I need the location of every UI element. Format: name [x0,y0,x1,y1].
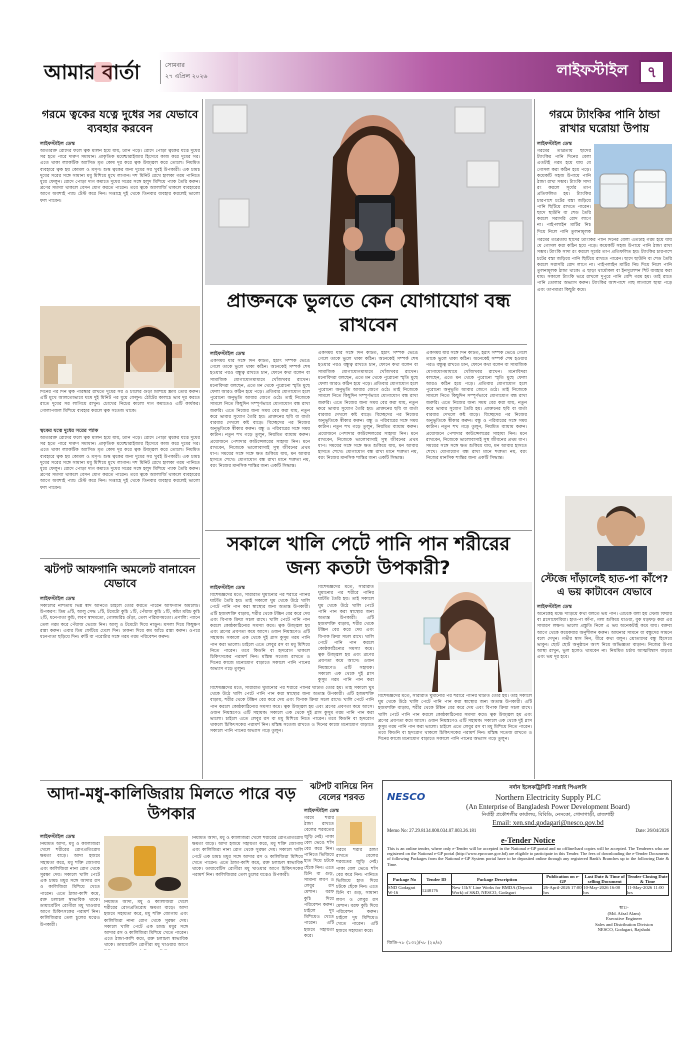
nesco-logo-text: NESCO [387,792,426,803]
column-rule [534,99,535,779]
section-title: লাইফস্টাইল [556,61,628,79]
ad-title: e-Tender Notice [501,836,555,845]
article-4-body-col-2: বিশেষজ্ঞদের মতে, সারারাত ঘুমানোর পর শরীরে পানির ঘাটতি তৈরি হয়। তাই সকালে ঘুম থেকে উঠে খালি পেটে পানি পান করা স্বাস্থ্যের জন্য অত্যন্ত উপকারী। এটি হজমশক্তি বাড়ায়, শরীর থেকে টক্সিন বের করে দেয় এবং বিপাক ক্রিয়া সচল রাখে। খালি পেটে পানি পান করলে কোষ্ঠকাঠিন্যের সমস্যা কমে। ত্বক উজ্জ্বল হয় এবং ব্রণের প্রবণতা কমে আসে। ওজন নিয়ন্ত্রণেও এটি সহায়ক। সকালে এক থেকে দুই গ্লাস কুসুম গরম পানি পান করা [318,585,374,683]
ad-bn-office: নির্বাহী প্রকৌশলীর কার্যালয়, বিবিডি, নেসকো, গোদাগাড়ী, রাজশাহী [481,812,615,818]
ad-dfp-code: জিডি-৭৮ (১৩২)/৭৮ (২৪/৪) [387,941,442,946]
article-1-subheading: ত্বকের যত্নে দুধের সরের প্যাক [40,428,99,434]
logo-text: আমার বার্তা [44,60,140,84]
ad-bn-name: নর্দান ইলেকট্রিসিটি সাপ্লাই পিএলসি [509,785,587,791]
article-3-photo [594,144,672,234]
page-number-text: ৭ [647,63,657,81]
tender-header-cell: Package No [388,874,422,885]
logo-accent-mark [94,62,112,82]
tender-cell: 1248176 [421,885,451,896]
article-1-photo [40,306,200,388]
article-2-body-col-3: একসময় যার সঙ্গে দিন কাটত, হঠাৎ সম্পর্ক ভেঙে গেলে তাকে ভুলে থাকা কঠিন। অনেকেই সম্পর্ক শেষ হওয়ার পরও বন্ধুত্ব রাখতে চান, ফোনে কথা বলেন বা সামাজিক যোগাযোগমাধ্যমে খোঁজখবর রাখেন। মনোবিদরা বলছেন, এতে মন থেকে পুরোনো স্মৃতি মুছে ফেলা আরও কঠিন হয়ে পড়ে। প্রতিবার যোগাযোগ হলে পুরোনো অনুভূতি আবার জেগে ওঠে। তাই নিজেকে সামলে নিতে কিছুদিন সম্পূর্ণভাবে যোগাযোগ বন্ধ রাখা জরুরি। এতে নিজের জন্য সময় বের করা যায়, নতুন করে ভাবার সুযোগ তৈরি হয়। প্রাক্তনের ছবি বা বার্তা বারবার দেখলে কষ্ট বাড়ে। বিচ্ছেদের পর নিজের অনুভূতিকে স্বীকার করুন। বন্ধু ও পরিবারের সঙ্গে সময় কাটান। নতুন শখ গড়ে তুলুন, নিয়মিত ব্যায়াম করুন। প্রয়োজনে পেশাদার কাউন্সেলরের সাহায্য নিন। মনে রাখবেন, নিজেকে ভালোবাসাই সুস্থ জীবনের প্রথম ধাপ। সময়ের সঙ্গে সঙ্গে ক্ষত শুকিয়ে যায়, মন আবার হাসতে শেখে। যোগাযোগ বন্ধ রাখা মানে শত্রুতা নয়, বরং নিজের মানসিক শান্তির জন্য একটি সিদ্ধান্ত। [426,351,527,462]
nesco-logo [387,785,427,801]
bel-sharbat-illustration [336,816,376,846]
page-number [639,60,665,84]
article-6-top-rule [40,558,200,559]
tender-header-cell: Publication on e-GP [543,874,583,885]
ad-email: Email: xen.snd.godagari@nesco.gov.bd [492,819,604,827]
article-8-byline: লাইফস্টাইল ডেস্ক [304,808,339,814]
woman-looking-at-phone-illustration [205,99,532,285]
article-4-body-col-1: বিশেষজ্ঞদের মতে, সারারাত ঘুমানোর পর শরীরে পানির ঘাটতি তৈরি হয়। তাই সকালে ঘুম থেকে উঠে খালি পেটে পানি পান করা স্বাস্থ্যের জন্য অত্যন্ত উপকারী। এটি হজমশক্তি বাড়ায়, শরীর থেকে টক্সিন বের করে দেয় এবং বিপাক ক্রিয়া সচল রাখে। খালি পেটে পানি পান করলে কোষ্ঠকাঠিন্যের সমস্যা কমে। ত্বক উজ্জ্বল হয় এবং ব্রণের প্রবণতা কমে আসে। ওজন নিয়ন্ত্রণেও এটি সহায়ক। সকালে এক থেকে দুই গ্লাস কুসুম গরম পানি পান করা ভালো। চাইলে এতে লেবুর রস বা মধু মিশিয়ে নিতে পারেন। তবে কিডনি বা হৃদরোগ থাকলে চিকিৎসকের পরামর্শ নিন। মস্তিষ্ক সতেজ রাখতে ও দিনের কাজে মনোযোগ বাড়াতে সকালে পানি পানের অভ্যাস গড়ে তুলুন। [210,593,310,673]
article-8-body-right: গরমে শরীর ঠান্ডা রাখতে বেলের শরবতের জুড়ি নেই। পাকা বেল ভেঙে শাঁস বের করে নিন। পানিতে ভিজিয়ে হাত দিয়ে চটকে ছেঁকে নিন। এতে চিনি বা গুড়, সামান্য লবণ ও লেবুর রস মেশান। বরফ কুচি দিয়ে পরিবেশন করুন। চাইলে দুধ মিশিয়েও খেতে পারেন। এটি হজমে সহায়তা করে। [336,848,378,934]
masthead-date-box [160,60,222,84]
article-4-top-rule [205,530,532,531]
article-8-title: ঝটপট বানিয়ে নিন বেলের শরবত [309,782,374,803]
article-2-byline: লাইফস্টাইল ডেস্ক [210,351,245,357]
ad-memo: Memo No: 27.29.8134.000.034.07.003.26.181 [387,829,477,834]
tender-header-cell: Tender ID [421,874,451,885]
article-3-body-top: গরমের তীব্রতায় ছাদের ট্যাংকির পানি দিনের বেলা এতটাই গরম হয়ে যায় যে গোসল করা কঠিন হয়ে পড়ে। কয়েকটি সহজ উপায়ে পানি ঠান্ডা রাখা সম্ভব। ট্যাংকি সাদা রং করলে সূর্যের তাপ প্রতিফলিত হয়। ট্যাংকির চারপাশে চটের বস্তা জড়িয়ে পানি ছিটিয়ে রাখতে পারেন। ছাদে ছাউনি বা শেড তৈরি করলে সরাসরি রোদ লাগে না। পাইপলাইন মাটির নিচ দিয়ে নিলে পানি তুলনামূলক [537,149,591,235]
tender-header-cell: Tender Closing Date & Time [627,874,668,884]
tender-header-cell: Package Description [451,874,543,885]
ad-signer-title: Executive Engineer [605,916,643,922]
ad-signer-name: (Md. Afzal Alam) [607,910,641,916]
tender-notice-ad [382,780,672,952]
table-row [388,885,669,896]
article-2-body-col-1: একসময় যার সঙ্গে দিন কাটত, হঠাৎ সম্পর্ক ভেঙে গেলে তাকে ভুলে থাকা কঠিন। অনেকেই সম্পর্ক শেষ হওয়ার পরও বন্ধুত্ব রাখতে চান, ফোনে কথা বলেন বা সামাজিক যোগাযোগমাধ্যমে খোঁজখবর রাখেন। মনোবিদরা বলছেন, এতে মন থেকে পুরোনো স্মৃতি মুছে ফেলা আরও কঠিন হয়ে পড়ে। প্রতিবার যোগাযোগ হলে পুরোনো অনুভূতি আবার জেগে ওঠে। তাই নিজেকে সামলে নিতে কিছুদিন সম্পূর্ণভাবে যোগাযোগ বন্ধ রাখা জরুরি। এতে নিজের জন্য সময় বের করা যায়, নতুন করে ভাবার সুযোগ তৈরি হয়। প্রাক্তনের ছবি বা বার্তা বারবার দেখলে কষ্ট বাড়ে। বিচ্ছেদের পর নিজের অনুভূতিকে স্বীকার করুন। বন্ধু ও পরিবারের সঙ্গে সময় কাটান। নতুন শখ গড়ে তুলুন, নিয়মিত ব্যায়াম করুন। প্রয়োজনে পেশাদার কাউন্সেলরের সাহায্য নিন। মনে রাখবেন, নিজেকে ভালোবাসাই সুস্থ জীবনের প্রথম ধাপ। সময়ের সঙ্গে সঙ্গে ক্ষত শুকিয়ে যায়, মন আবার হাসতে শেখে। যোগাযোগ বন্ধ রাখা মানে শত্রুতা নয়, বরং নিজের মানসিক শান্তির জন্য একটি সিদ্ধান্ত। [210,359,310,470]
rooftop-water-tanks-illustration [594,144,672,234]
article-5-photo [565,496,672,571]
tender-cell: New 11kV Line Works for BMDA (Deposit Work) of S&D, NESCO, Godagari [451,885,543,896]
article-2-body-col-2: একসময় যার সঙ্গে দিন কাটত, হঠাৎ সম্পর্ক ভেঙে গেলে তাকে ভুলে থাকা কঠিন। অনেকেই সম্পর্ক শেষ হওয়ার পরও বন্ধুত্ব রাখতে চান, ফোনে কথা বলেন বা সামাজিক যোগাযোগমাধ্যমে খোঁজখবর রাখেন। মনোবিদরা বলছেন, এতে মন থেকে পুরোনো স্মৃতি মুছে ফেলা আরও কঠিন হয়ে পড়ে। প্রতিবার যোগাযোগ হলে পুরোনো অনুভূতি আবার জেগে ওঠে। তাই নিজেকে সামলে নিতে কিছুদিন সম্পূর্ণভাবে যোগাযোগ বন্ধ রাখা জরুরি। এতে নিজের জন্য সময় বের করা যায়, নতুন করে ভাবার সুযোগ তৈরি হয়। প্রাক্তনের ছবি বা বার্তা বারবার দেখলে কষ্ট বাড়ে। বিচ্ছেদের পর নিজের অনুভূতিকে স্বীকার করুন। বন্ধু ও পরিবারের সঙ্গে সময় কাটান। নতুন শখ গড়ে তুলুন, নিয়মিত ব্যায়াম করুন। প্রয়োজনে পেশাদার কাউন্সেলরের সাহায্য নিন। মনে রাখবেন, নিজেকে ভালোবাসাই সুস্থ জীবনের প্রথম ধাপ। সময়ের সঙ্গে সঙ্গে ক্ষত শুকিয়ে যায়, মন আবার হাসতে শেখে। যোগাযোগ বন্ধ রাখা মানে শত্রুতা নয়, বরং নিজের মানসিক শান্তির জন্য একটি সিদ্ধান্ত। [318,351,418,462]
article-1-body: অতিরিক্ত রোদের ফলে ত্বক মলিন হয়ে যায়, ট্যান পড়ে। রোদে পোড়া ত্বকের যত্নে দুধের সর হতে পারে দারুণ সমাধান। প্রাকৃতিক ময়েশ্চারাইজার হিসেবে কাজ করে দুধের সর। এতে থাকা ল্যাকটিক অ্যাসিড মৃত কোষ দূর করে ত্বক উজ্জ্বল করে তোলে। নিয়মিত ব্যবহারে ত্বক হয় কোমল ও মসৃণ। শুষ্ক ত্বকের জন্য দুধের সর খুবই উপকারী। এক চামচ দুধের সরের সঙ্গে সামান্য মধু মিশিয়ে মুখে লাগান। দশ মিনিট রেখে হালকা গরম পানিতে ধুয়ে ফেলুন। রোদে পোড়া দাগ কমাতে দুধের সরের সঙ্গে হলুদ মিশিয়ে প্যাক তৈরি করুন। ব্রণের সমস্যা থাকলে বেসন যোগ করতে পারেন। তবে ত্বকে অ্যালার্জি থাকলে ব্যবহারের আগে অবশ্যই প্যাচ টেস্ট করে নিন। সপ্তাহে দুই থেকে তিনবার ব্যবহার করলেই ভালো ফল পাবেন। [40,149,200,204]
article-6-title: ঝটপট আফগানি অমলেট বানাবেন যেভাবে [44,563,196,590]
tender-table [387,873,669,896]
article-4-byline: লাইফস্টাইল ডেস্ক [210,585,245,591]
tender-cell: 11-May-2026 11:00 hrs [627,885,669,896]
paper-logo [44,58,154,86]
article-7-body-col-3: নিয়মিত আদা, মধু ও কালিজিরা খেলে শরীরের রোগপ্রতিরোধ ক্ষমতা বাড়ে। আদা হজমে সহায়তা করে, মধু শক্তি জোগায় এবং কালিজিরা নানা রোগ থেকে সুরক্ষা দেয়। সকালে খালি পেটে এক চামচ মধুর সঙ্গে আদার রস ও কালিজিরা মিশিয়ে খেতে পারেন। এতে ঠান্ডা-কাশি কমে, রক্ত চলাচল স্বাভাবিক থাকে। ডায়াবেটিস রোগীরা মধু খাওয়ার আগে চিকিৎসকের পরামর্শ নিন। কালিজিরার তেল চুলের যত্নেও উপকারী। [192,836,303,879]
article-5-title: স্টেজে দাঁড়ালেই হাত-পা কাঁপে? এ ভয় কাটাবেন যেভাবে [540,574,669,598]
article-1-title: গরমে ত্বকের যত্নে দুধের সর যেভাবে ব্যবহার করবেন [41,108,199,135]
article-4-title: সকালে খালি পেটে পানি পান শরীরের জন্য কতটা উপকারী? [227,533,510,579]
article-6-body: সকালের নাশতায় ভিন্ন স্বাদ আনতে চাইলে তৈরি করতে পারেন আফগানি অমলেট। উপকরণ: ডিম ৪টি, আলু সেদ্ধ ১টি, টমেটো কুচি ১টি, পেঁয়াজ কুচি ১টি, কাঁচা মরিচ কুচি ২টি, ধনেপাতা কুচি, লবণ স্বাদমতো, গোলমরিচ গুঁড়া, তেল পরিমাণমতো। প্রণালি: প্যানে তেল গরম করে পেঁয়াজ ভেজে নিন। আলু ও টমেটো দিয়ে নাড়ুন। মসলা দিয়ে কিছুক্ষণ রান্না করুন। এবার ডিম ফেটিয়ে ঢেলে দিন। ঢাকনা দিয়ে কম আঁচে রান্না করুন। ওপরে ধনেপাতা ছড়িয়ে দিন। রুটি বা পরোটার সঙ্গে গরম গরম পরিবেশন করুন। [40,604,200,641]
article-8-photo [336,816,376,846]
article-2-title-rule [210,344,527,345]
ginger-honey-blackseed-illustration [104,836,188,898]
article-4-body-right: বিশেষজ্ঞদের মতে, সারারাত ঘুমানোর পর শরীরে পানির ঘাটতি তৈরি হয়। তাই সকালে ঘুম থেকে উঠে খালি পেটে পানি পান করা স্বাস্থ্যের জন্য অত্যন্ত উপকারী। এটি হজমশক্তি বাড়ায়, শরীর থেকে টক্সিন বের করে দেয় এবং বিপাক ক্রিয়া সচল রাখে। খালি পেটে পানি পান করলে কোষ্ঠকাঠিন্যের সমস্যা কমে। ত্বক উজ্জ্বল হয় এবং ব্রণের প্রবণতা কমে আসে। ওজন নিয়ন্ত্রণেও এটি সহায়ক। সকালে এক থেকে দুই গ্লাস কুসুম গরম পানি পান করা ভালো। চাইলে এতে লেবুর রস বা মধু মিশিয়ে নিতে পারেন। তবে কিডনি বা হৃদরোগ থাকলে চিকিৎসকের পরামর্শ নিন। মস্তিষ্ক সতেজ রাখতে ও দিনের কাজে মনোযোগ বাড়াতে সকালে পানি পানের অভ্যাস গড়ে তুলুন। [378,694,532,743]
tender-header-cell: Last Date & Time of selling Document [584,874,625,884]
nervous-man-illustration [565,496,672,571]
article-7-body-col-2: নিয়মিত আদা, মধু ও কালিজিরা খেলে শরীরের রোগপ্রতিরোধ ক্ষমতা বাড়ে। আদা হজমে সহায়তা করে, মধু শক্তি জোগায় এবং কালিজিরা নানা রোগ থেকে সুরক্ষা দেয়। সকালে খালি পেটে এক চামচ মধুর সঙ্গে আদার রস ও কালিজিরা মিশিয়ে খেতে পারেন। এতে ঠান্ডা-কাশি কমে, রক্ত চলাচল স্বাভাবিক থাকে। ডায়াবেটিস রোগীরা মধু খাওয়ার আগে [104,900,188,949]
article-4-body-full: বিশেষজ্ঞদের মতে, সারারাত ঘুমানোর পর শরীরে পানির ঘাটতি তৈরি হয়। তাই সকালে ঘুম থেকে উঠে খালি পেটে পানি পান করা স্বাস্থ্যের জন্য অত্যন্ত উপকারী। এটি হজমশক্তি বাড়ায়, শরীর থেকে টক্সিন বের করে দেয় এবং বিপাক ক্রিয়া সচল রাখে। খালি পেটে পানি পান করলে কোষ্ঠকাঠিন্যের সমস্যা কমে। ত্বক উজ্জ্বল হয় এবং ব্রণের প্রবণতা কমে আসে। ওজন নিয়ন্ত্রণেও এটি সহায়ক। সকালে এক থেকে দুই গ্লাস কুসুম গরম পানি পান করা ভালো। চাইলে এতে লেবুর রস বা মধু মিশিয়ে নিতে পারেন। তবে কিডনি বা হৃদরোগ থাকলে চিকিৎসকের পরামর্শ নিন। মস্তিষ্ক সতেজ রাখতে ও দিনের কাজে মনোযোগ বাড়াতে সকালে পানি পানের অভ্যাস গড়ে তুলুন। [210,686,374,735]
ad-signer-office: Sales and Distribution Division [595,921,653,927]
article-1-continued: দিনের পর দিন ত্বক পরিষ্কার রাখতে দুধের সর ও চালের গুঁড়া মিশিয়ে স্ক্রাব তৈরি করুন। এটি মুখে আলতোভাবে ঘষে দুই মিনিট পর ধুয়ে ফেলুন। ঠোঁটের কালচে ভাব দূর করতে রাতে দুধের সর লাগিয়ে রাখুন। চোখের নিচের কালো দাগ কমাতেও এটি কার্যকর। গোলাপজল মিশিয়ে ব্যবহার করলে ত্বক সতেজ থাকে। [40,390,200,414]
article-3-title: গরমে ট্যাংকির পানি ঠান্ডা রাখার ঘরোয়া উপায় [549,108,660,135]
issue-day: সোমবার [165,62,185,69]
article-2-title: প্রাক্তনকে ভুলতে কেন যোগাযোগ বন্ধ রাখবেন [226,290,511,336]
article-5-body: অনেকেই মঞ্চে দাঁড়িয়ে কথা বলতে ভয় পান। এটিকে বলা হয় স্টেজ ফিয়ার বা গ্লসোফোবিয়া। হাত-পা কাঁপা, গলা শুকিয়ে যাওয়া, বুক ধড়ফড় করা এর সাধারণ লক্ষণ। ভালো প্রস্তুতি নিলে এ ভয় অনেকটাই কমে যায়। বক্তব্য আগে থেকে কয়েকবার অনুশীলন করুন। আয়নার সামনে বা বন্ধুদের সামনে বলে দেখুন। গভীর শ্বাস নিন, ধীরে কথা বলুন। শ্রোতাদের বন্ধু হিসেবে ভাবুন। ছোট ছোট অনুষ্ঠানে অংশ নিয়ে অভিজ্ঞতা বাড়ান। নিজের উপর আস্থা রাখুন, ভুল হলেও থামবেন না। নিয়মিত চর্চায় আত্মবিশ্বাস বাড়বে এবং ভয় দূর হবে। [537,612,672,661]
ad-signature-block [579,905,669,933]
masthead [38,52,672,92]
ad-intro: This is an online tender, where only e-Tender will be accepted in the National e-GP portal and no offline/hard copies will be accepted. The Tenderers who are registered on the National e-GP portal (http://www.eprocure.gov.bd) are eligible to participate in this Tender. The fees of downloading the e-Tender Documents of following Packages from the National e-GP System portal have to be deposited online through any registered Bank's Branches up to the following Date & Time. [387,846,669,867]
article-8-body: গরমে শরীর ঠান্ডা রাখতে বেলের শরবতের জুড়ি নেই। পাকা বেল ভেঙে শাঁস বের করে নিন। পানিতে ভিজিয়ে হাত দিয়ে চটকে ছেঁকে নিন। এতে চিনি বা গুড়, সামান্য লবণ ও লেবুর রস মেশান। বরফ কুচি দিয়ে পরিবেশন করুন। চাইলে দুধ মিশিয়েও খেতে পারেন। এটি হজমে সহায়তা করে। [304,816,334,939]
ad-en-name: Northern Electricity Supply PLC [495,793,601,802]
woman-applying-cream-illustration [40,306,200,388]
ad-signed: স্বাঃ/- [619,905,629,910]
article-7-top-rule [40,780,303,781]
column-rule [202,99,203,779]
article-3-body-bottom: গরমের তীব্রতায় ছাদের ট্যাংকির পানি দিনের বেলা এতটাই গরম হয়ে যায় যে গোসল করা কঠিন হয়ে পড়ে। কয়েকটি সহজ উপায়ে পানি ঠান্ডা রাখা সম্ভব। ট্যাংকি সাদা রং করলে সূর্যের তাপ প্রতিফলিত হয়। ট্যাংকির চারপাশে চটের বস্তা জড়িয়ে পানি ছিটিয়ে রাখতে পারেন। ছাদে ছাউনি বা শেড তৈরি করলে সরাসরি রোদ লাগে না। পাইপলাইন মাটির নিচ দিয়ে নিলে পানি তুলনামূলক ঠান্ডা থাকে। এ ছাড়া থার্মোকল বা ইনসুলেশন শিট ব্যবহার করা যায়। সকালে ট্যাংকি ভরে রাখলে দুপুরে পানি বেশি গরম হয়। তাই রাতে পানি তোলার অভ্যাস করুন। ট্যাংকির আশপাশে গাছ লাগালে ছায়া পড়ে এবং তাপমাত্রা কিছুটা কমে। [537,238,672,293]
tender-cell: 26-April-2026 17:00 hrs [543,885,582,895]
tender-table-header [388,874,669,885]
issue-date: ২৭ এপ্রিল ২০২৬ [165,73,208,80]
ad-en-sub: (An Enterprise of Bangladesh Power Development Board) [466,803,630,811]
tender-cell: 10-May-2026 16:00 hrs [583,885,627,896]
article-3-byline: লাইফস্টাইল ডেস্ক [537,141,572,147]
article-2-photo [205,99,532,285]
article-7-title: আদা-মধু-কালিজিরায় মিলতে পারে বড় উপকার [47,784,296,823]
ad-signer-place: NESCO, Godagari, Rajshahi [597,927,651,933]
woman-drinking-water-illustration [378,582,532,692]
ad-date: Date: 26/04/2026 [635,829,669,834]
article-7-byline: লাইফস্টাইল ডেস্ক [40,834,75,840]
article-6-byline: লাইফস্টাইল ডেস্ক [40,596,75,602]
article-1-byline: লাইফস্টাইল ডেস্ক [40,141,75,147]
article-4-photo [378,582,532,692]
article-7-photo [104,836,188,898]
article-7-body-col-1: নিয়মিত আদা, মধু ও কালিজিরা খেলে শরীরের রোগপ্রতিরোধ ক্ষমতা বাড়ে। আদা হজমে সহায়তা করে, মধু শক্তি জোগায় এবং কালিজিরা নানা রোগ থেকে সুরক্ষা দেয়। সকালে খালি পেটে এক চামচ মধুর সঙ্গে আদার রস ও কালিজিরা মিশিয়ে খেতে পারেন। এতে ঠান্ডা-কাশি কমে, রক্ত চলাচল স্বাভাবিক থাকে। ডায়াবেটিস রোগীরা মধু খাওয়ার আগে চিকিৎসকের পরামর্শ নিন। কালিজিরার তেল চুলের যত্নেও উপকারী। [40,842,100,928]
article-1-tail: অতিরিক্ত রোদের ফলে ত্বক মলিন হয়ে যায়, ট্যান পড়ে। রোদে পোড়া ত্বকের যত্নে দুধের সর হতে পারে দারুণ সমাধান। প্রাকৃতিক ময়েশ্চারাইজার হিসেবে কাজ করে দুধের সর। এতে থাকা ল্যাকটিক অ্যাসিড মৃত কোষ দূর করে ত্বক উজ্জ্বল করে তোলে। নিয়মিত ব্যবহারে ত্বক হয় কোমল ও মসৃণ। শুষ্ক ত্বকের জন্য দুধের সর খুবই উপকারী। এক চামচ দুধের সরের সঙ্গে সামান্য মধু মিশিয়ে মুখে লাগান। দশ মিনিট রেখে হালকা গরম পানিতে ধুয়ে ফেলুন। রোদে পোড়া দাগ কমাতে দুধের সরের সঙ্গে হলুদ মিশিয়ে প্যাক তৈরি করুন। ব্রণের সমস্যা থাকলে বেসন যোগ করতে পারেন। তবে ত্বকে অ্যালার্জি থাকলে ব্যবহারের আগে অবশ্যই প্যাচ টেস্ট করে নিন। সপ্তাহে দুই থেকে তিনবার ব্যবহার করলেই ভালো ফল পাবেন। [40,436,200,491]
tender-cell: SND Godagari W-16 [388,885,422,896]
article-5-byline: লাইফস্টাইল ডেস্ক [537,604,572,610]
